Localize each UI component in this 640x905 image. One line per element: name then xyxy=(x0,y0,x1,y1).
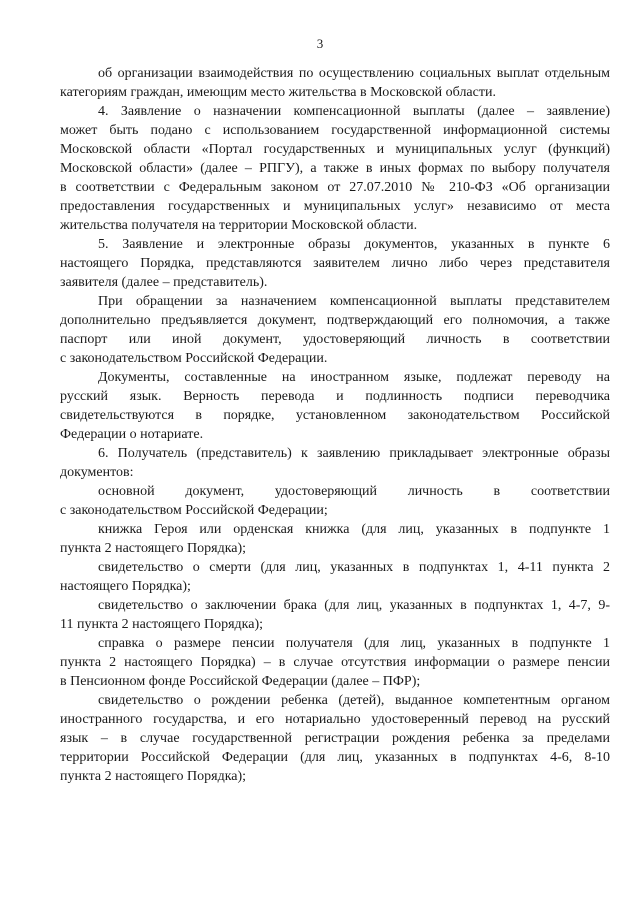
text-line: в соответствии с Федеральным законом от 27.07.2010 № 210-ФЗ «Об организации xyxy=(60,180,610,195)
paragraph xyxy=(60,102,610,235)
text-line: При обращении за назначением компенсационной выплаты представителем xyxy=(98,294,610,309)
text-line: свидетельство о заключении брака (для лиц, указанных в подпунктах 1, 4-7, 9- xyxy=(98,598,610,613)
paragraph xyxy=(60,634,610,691)
text-line: предоставления государственных и муниципальных услуг» независимо от места xyxy=(60,199,610,214)
text-line: 11 пункта 2 настоящего Порядка); xyxy=(60,617,264,632)
text-line: территории Российской Федерации (для лиц, указанных в подпунктах 4-6, 8-10 xyxy=(60,750,610,765)
paragraph xyxy=(60,235,610,292)
text-line: с законодательством Российской Федерации. xyxy=(60,351,328,366)
text-line: язык – в случае государственной регистрации рождения ребенка за пределами xyxy=(60,731,610,746)
text-line: 5. Заявление и электронные образы документов, указанных в пункте 6 xyxy=(98,237,610,252)
document-body xyxy=(60,64,610,786)
text-line: 4. Заявление о назначении компенсационной выплаты (далее – заявление) xyxy=(98,104,610,119)
paragraph xyxy=(60,292,610,368)
text-line: пункта 2 настоящего Порядка) – в случае отсутствия информации о размере пенсии xyxy=(60,655,610,670)
paragraph xyxy=(60,368,610,444)
text-line: об организации взаимодействия по осуществлению социальных выплат отдельным xyxy=(98,66,610,81)
text-line: русский язык. Верность перевода и подлинность подписи переводчика xyxy=(60,389,610,404)
paragraph xyxy=(60,482,610,520)
text-line: дополнительно предъявляется документ, подтверждающий его полномочия, а также xyxy=(60,313,610,328)
text-line: заявителя (далее – представитель). xyxy=(60,275,268,290)
text-line: Федерации о нотариате. xyxy=(60,427,204,442)
text-line: с законодательством Российской Федерации; xyxy=(60,503,328,518)
text-line: документов: xyxy=(60,465,134,480)
paragraph xyxy=(60,444,610,482)
text-line: может быть подано с использованием государственной информационной системы xyxy=(60,123,610,138)
text-line: книжка Героя или орденская книжка (для лиц, указанных в подпункте 1 xyxy=(98,522,610,537)
text-line: жительства получателя на территории Московской области. xyxy=(60,218,418,233)
text-line: свидетельство о рождении ребенка (детей), выданное компетентным органом xyxy=(98,693,610,708)
text-line: категориям граждан, имеющим место жительства в Московской области. xyxy=(60,85,496,100)
paragraph xyxy=(60,64,610,102)
text-line: справка о размере пенсии получателя (для лиц, указанных в подпункте 1 xyxy=(98,636,610,651)
text-line: свидетельство о смерти (для лиц, указанных в подпунктах 1, 4-11 пункта 2 xyxy=(98,560,610,575)
text-line: пункта 2 настоящего Порядка); xyxy=(60,541,247,556)
paragraph xyxy=(60,558,610,596)
text-line: паспорт или иной документ, удостоверяющий личность в соответствии xyxy=(60,332,610,347)
text-line: настоящего Порядка, представляются заявителем лично либо через представителя xyxy=(60,256,610,271)
text-line: Московской области «Портал государственных и муниципальных услуг (функций) xyxy=(60,142,610,157)
text-line: Московской области» (далее – РПГУ), а также в иных формах по выбору получателя xyxy=(60,161,610,176)
text-line: настоящего Порядка); xyxy=(60,579,191,594)
text-line: пункта 2 настоящего Порядка); xyxy=(60,769,247,784)
paragraph xyxy=(60,691,610,786)
page-number: 3 xyxy=(316,36,324,51)
paragraph xyxy=(60,520,610,558)
text-line: свидетельствуются в порядке, установленном законодательством Российской xyxy=(60,408,610,423)
text-line: основной документ, удостоверяющий личность в соответствии xyxy=(98,484,610,499)
text-line: Документы, составленные на иностранном языке, подлежат переводу на xyxy=(98,370,610,385)
text-line: 6. Получатель (представитель) к заявлению прикладывает электронные образы xyxy=(98,446,610,461)
paragraph xyxy=(60,596,610,634)
text-line: в Пенсионном фонде Российской Федерации (далее – ПФР); xyxy=(60,674,421,689)
text-line: иностранного государства, и его нотариально удостоверенный перевод на русский xyxy=(60,712,610,727)
